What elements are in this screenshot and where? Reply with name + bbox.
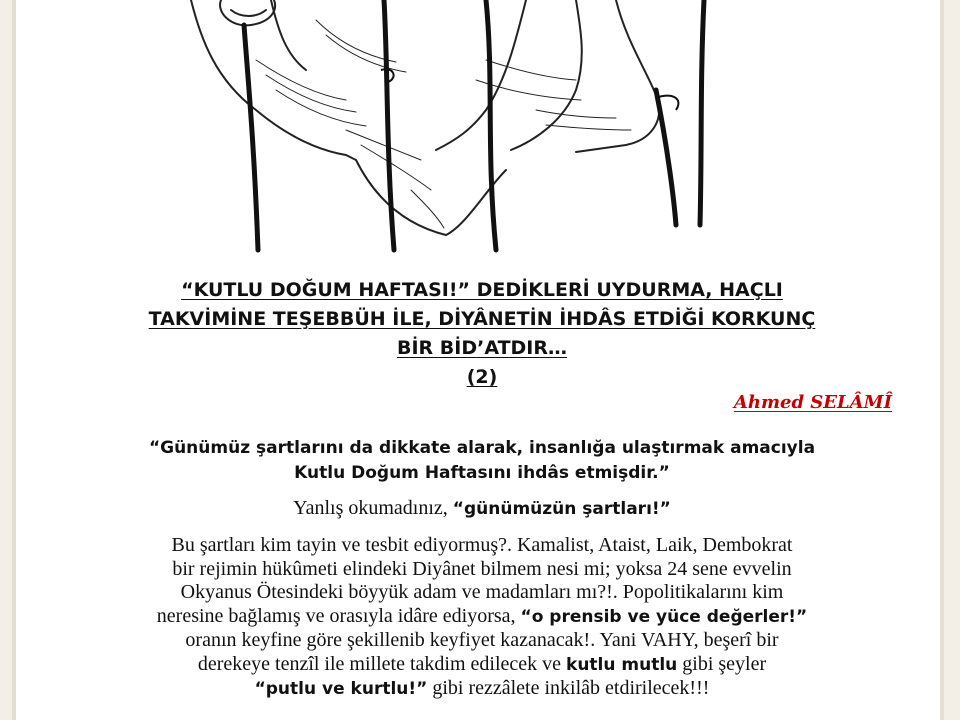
body-paragraph [16,534,948,702]
paragraph-line-2: bir rejimin hükûmeti elindeki Diyânet bilmem nesi mi; yoksa 24 sene evvelin [172,557,792,580]
paragraph-line-6-bold: kutlu mutlu [566,654,678,675]
quote-block [16,436,948,486]
paragraph-line-4-bold: “o prensib ve yüce değerler!” [520,606,808,627]
paragraph-line-6-tail: gibi şeyler [677,652,767,675]
document-page [12,0,944,720]
quote-line-1: “Günümüz şartlarını da dikkate alarak, insanlığa ulaştırmak amacıyla [148,438,816,458]
title-line-3: BİR BİD’ATDIR… [397,337,567,359]
paragraph-line-6-text: derekeye tenzîl ile millete takdim edilecek ve [197,652,567,675]
paragraph-line-5: oranın keyfine göre şekillenib keyfiyet kazanacak!. Yani VAHY, beşerî bir [185,629,779,651]
title-line-1: “KUTLU DOĞUM HAFTASI!” DEDİKLERİ UYDURMA, HAÇLI [181,279,783,301]
title-part-number: (2) [466,366,498,388]
article-title [16,276,948,392]
paragraph-line-4-text: neresine bağlamış ve orasıyla idâre ediyorsa, [156,604,521,627]
paragraph-line-3: Okyanus Ötesindeki böyyük adam ve madamları mı?!. Popolitikalarını kim [180,581,784,603]
intro-line [16,494,948,523]
intro-text: Yanlış okumadınız, [293,497,453,519]
title-line-2: TAKVİMİNE TEŞEBBÜH İLE, DİYÂNETİN İHDÂS ETDİĞİ KORKUNÇ [148,308,816,330]
paragraph-line-7-text: gibi rezzâlete inkilâb etdirilecek!!! [427,677,710,699]
paragraph-line-6 [16,653,948,678]
paragraph-line-7 [16,677,948,702]
quote-line-2: Kutlu Doğum Haftasını ihdâs etmişdir.” [294,463,670,483]
paragraph-line-7-bold: “putlu ve kurtlu!” [254,679,428,699]
paragraph-line-1: Bu şartları kim tayin ve tesbit ediyormuş?. Kamalist, Ataist, Laik, Dembokrat [171,534,793,556]
paragraph-line-4 [16,605,948,630]
author-name: Ahmed SELÂMÎ [733,392,892,413]
intro-bold: “günümüzün şartları!” [452,499,671,519]
puppet-hand-illustration [16,0,948,260]
